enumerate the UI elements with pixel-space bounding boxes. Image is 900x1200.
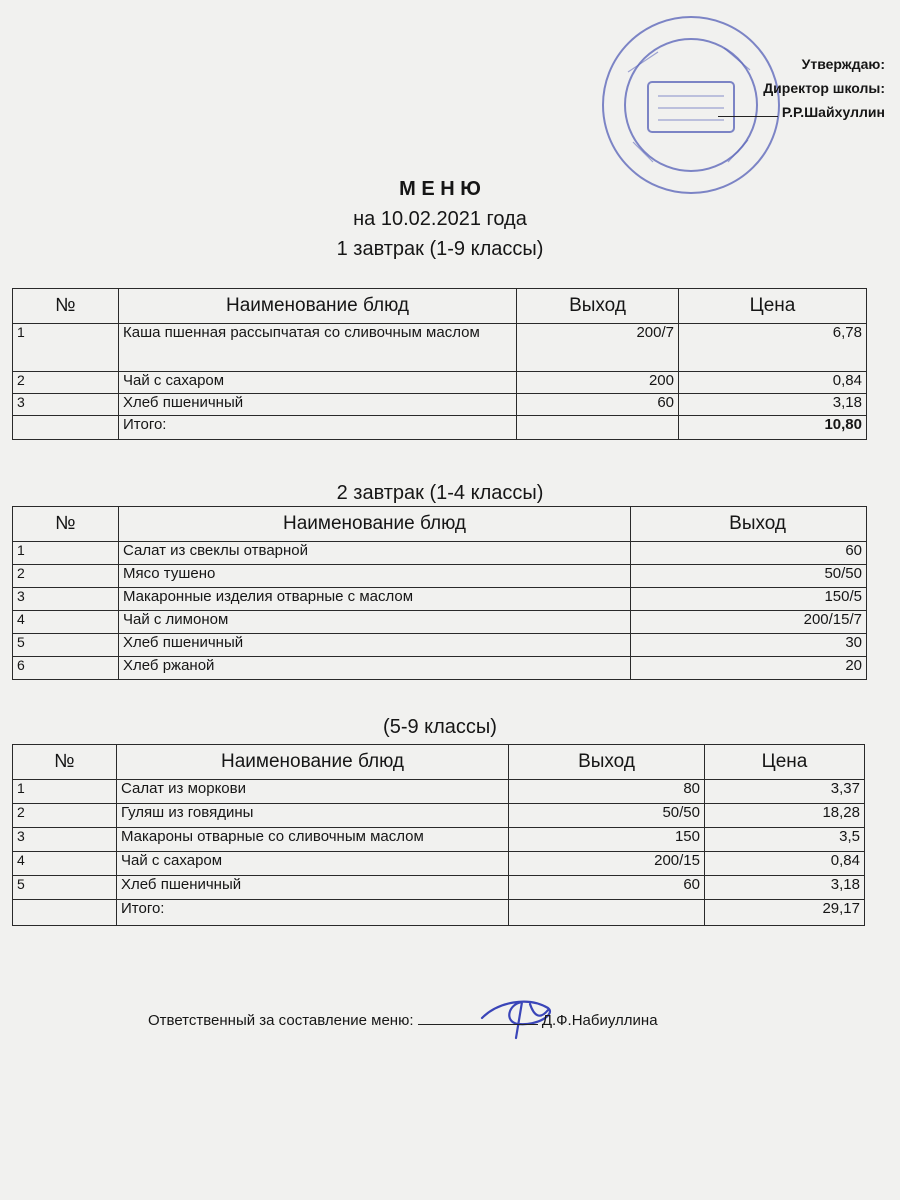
row-num: 3 <box>13 394 119 416</box>
col-out: Выход <box>631 507 867 542</box>
row-name: Макаронные изделия отварные с маслом <box>119 588 631 611</box>
row-num: 3 <box>13 588 119 611</box>
row-price: 0,84 <box>679 372 867 394</box>
col-name: Наименование блюд <box>119 507 631 542</box>
section-1-title: 1 завтрак (1-9 классы) <box>336 238 544 260</box>
total-value: 29,17 <box>705 900 865 926</box>
row-name: Чай с лимоном <box>119 611 631 634</box>
approval-line-2: Директор школы: <box>763 80 885 96</box>
row-out: 200/15/7 <box>631 611 867 634</box>
row-out: 30 <box>631 634 867 657</box>
col-num: № <box>13 507 119 542</box>
table-row <box>13 876 865 900</box>
row-out: 200/15 <box>509 852 705 876</box>
row-num: 6 <box>13 657 119 680</box>
col-price: Цена <box>679 289 867 324</box>
breakfast-2-table <box>12 506 867 680</box>
section-2-title: 2 завтрак (1-4 классы) <box>336 482 544 504</box>
table-row <box>13 634 867 657</box>
row-out: 200/7 <box>517 324 679 372</box>
row-out: 200 <box>517 372 679 394</box>
row-out: 60 <box>509 876 705 900</box>
row-num: 5 <box>13 876 117 900</box>
row-name: Хлеб пшеничный <box>119 394 517 416</box>
table-row <box>13 588 867 611</box>
col-out: Выход <box>509 745 705 780</box>
row-num: 1 <box>13 542 119 565</box>
row-out: 50/50 <box>509 804 705 828</box>
row-out: 60 <box>517 394 679 416</box>
col-name: Наименование блюд <box>119 289 517 324</box>
row-num: 2 <box>13 372 119 394</box>
row-name: Каша пшенная рассыпчатая со сливочным маслом <box>119 324 517 372</box>
table-row <box>13 804 865 828</box>
row-name: Гуляш из говядины <box>117 804 509 828</box>
col-price: Цена <box>705 745 865 780</box>
row-num: 1 <box>13 324 119 372</box>
table-row <box>13 611 867 634</box>
row-price: 6,78 <box>679 324 867 372</box>
row-name: Салат из моркови <box>117 780 509 804</box>
row-name: Мясо тушено <box>119 565 631 588</box>
total-label: Итого: <box>117 900 509 926</box>
table-row <box>13 565 867 588</box>
row-price: 18,28 <box>705 804 865 828</box>
row-out: 150 <box>509 828 705 852</box>
row-num: 4 <box>13 852 117 876</box>
row-price: 3,5 <box>705 828 865 852</box>
row-name: Хлеб ржаной <box>119 657 631 680</box>
row-price: 3,37 <box>705 780 865 804</box>
row-out: 50/50 <box>631 565 867 588</box>
row-num: 3 <box>13 828 117 852</box>
responsible-name: Д.Ф.Набиуллина <box>541 1012 658 1029</box>
row-num: 2 <box>13 804 117 828</box>
row-out: 20 <box>631 657 867 680</box>
total-row <box>13 416 867 440</box>
table-header <box>13 289 867 324</box>
approval-block <box>705 52 885 124</box>
col-num: № <box>13 745 117 780</box>
table-row <box>13 372 867 394</box>
total-label: Итого: <box>119 416 517 440</box>
row-num: 4 <box>13 611 119 634</box>
table-row <box>13 324 867 372</box>
row-name: Чай с сахаром <box>117 852 509 876</box>
col-out: Выход <box>517 289 679 324</box>
row-name: Салат из свеклы отварной <box>119 542 631 565</box>
total-value: 10,80 <box>679 416 867 440</box>
col-num: № <box>13 289 119 324</box>
row-num: 2 <box>13 565 119 588</box>
row-num: 1 <box>13 780 117 804</box>
table-row <box>13 394 867 416</box>
table-row <box>13 542 867 565</box>
table-row <box>13 657 867 680</box>
footer <box>148 1012 658 1029</box>
table-header <box>13 745 865 780</box>
approval-line-1: Утверждаю: <box>801 56 885 72</box>
breakfast-1-table <box>12 288 867 440</box>
table-row <box>13 828 865 852</box>
row-name: Чай с сахаром <box>119 372 517 394</box>
row-num: 5 <box>13 634 119 657</box>
page-title: М Е Н Ю <box>399 178 481 200</box>
row-price: 3,18 <box>679 394 867 416</box>
table-row <box>13 780 865 804</box>
table-row <box>13 852 865 876</box>
total-row <box>13 900 865 926</box>
row-out: 60 <box>631 542 867 565</box>
row-name: Хлеб пшеничный <box>119 634 631 657</box>
row-name: Хлеб пшеничный <box>117 876 509 900</box>
lunch-5-9-table <box>12 744 865 926</box>
director-name: Р.Р.Шайхуллин <box>781 104 885 120</box>
menu-date: на 10.02.2021 года <box>353 208 527 230</box>
col-name: Наименование блюд <box>117 745 509 780</box>
footer-label: Ответственный за составление меню: <box>148 1012 414 1029</box>
row-out: 150/5 <box>631 588 867 611</box>
row-price: 0,84 <box>705 852 865 876</box>
section-3-title: (5-9 классы) <box>383 716 497 738</box>
row-name: Макароны отварные со сливочным маслом <box>117 828 509 852</box>
row-out: 80 <box>509 780 705 804</box>
table-header <box>13 507 867 542</box>
signature-line <box>418 1024 538 1025</box>
approval-line-3 <box>705 100 885 124</box>
row-price: 3,18 <box>705 876 865 900</box>
